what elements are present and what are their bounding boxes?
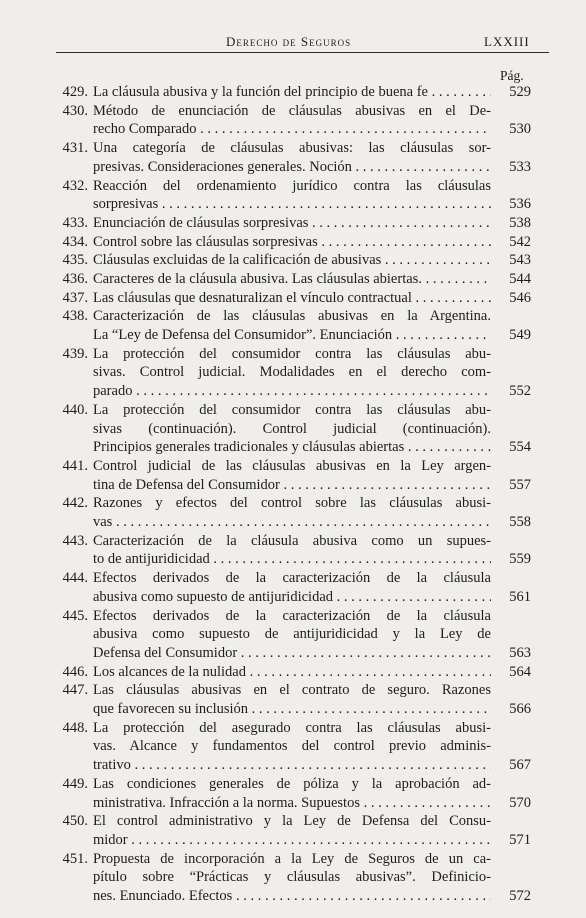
toc-entry-line: ministrativa. Infracción a la norma. Supuestos . . . xyxy=(93,795,491,812)
toc-entry-line: Una categoría de cláusulas abusivas: las cláusulas sor- xyxy=(93,140,491,157)
running-title: Derecho de Seguros xyxy=(226,34,352,49)
toc-entry xyxy=(0,776,586,813)
toc-entry-line: abusiva como supuesto de antijuridicidad y la Ley de xyxy=(93,626,491,643)
toc-entry-page: 561 xyxy=(509,588,531,605)
toc-entry-number: 447. xyxy=(62,682,88,699)
toc-entry-number: 444. xyxy=(62,570,88,587)
toc-entry-line: Las condiciones generales de póliza y la aprobación ad- xyxy=(93,775,491,792)
toc-entry-line: sorpresivas . . . xyxy=(93,196,491,213)
toc-entry-line: Caracteres de la cláusula abusiva. Las cláusulas abiertas. . . . xyxy=(93,271,491,288)
toc-entry xyxy=(0,84,586,103)
toc-entry xyxy=(0,215,586,234)
toc-entry xyxy=(0,608,586,664)
toc-entry-line: sivas (continuación). Control judicial (continuación). xyxy=(93,420,491,437)
toc-entry-number: 442. xyxy=(62,495,88,512)
toc-entry-line: presivas. Consideraciones generales. Noción . . . xyxy=(93,159,491,176)
toc-entry-page: 544 xyxy=(509,271,531,287)
toc-entry-page: 571 xyxy=(509,831,531,848)
toc-entry-line: trativo . . . xyxy=(93,757,491,774)
toc-entry-line: pítulo sobre “Prácticas y cláusulas abusivas”. Definicio- xyxy=(93,869,491,886)
toc-entry-number: 436. xyxy=(62,271,88,287)
toc-entry-number: 431. xyxy=(62,140,88,157)
toc-entry xyxy=(0,290,586,309)
toc-entry xyxy=(0,252,586,271)
toc-entry-page: 563 xyxy=(509,644,531,661)
toc-entry xyxy=(0,103,586,140)
toc-entry-line: Reacción del ordenamiento jurídico contra las cláusulas xyxy=(93,177,491,194)
toc-entry-number: 439. xyxy=(62,345,88,362)
toc-entry xyxy=(0,178,586,215)
page-folio: LXXIII xyxy=(484,34,530,49)
toc-entry xyxy=(0,682,586,719)
toc-entry-line: Defensa del Consumidor . . . xyxy=(93,645,491,662)
toc-entry-line: Efectos derivados de la caracterización de la cláusula xyxy=(93,570,491,587)
toc-entry-line: tina de Defensa del Consumidor . . . xyxy=(93,477,491,494)
toc-entry-line: parado . . . xyxy=(93,383,491,400)
toc-entry-line: que favorecen su inclusión . . . xyxy=(93,701,491,718)
toc-entry-line: Principios generales tradicionales y cláusulas abiertas . . . xyxy=(93,439,491,456)
toc-entry-number: 441. xyxy=(62,458,88,474)
toc-entry-page: 549 xyxy=(509,327,531,344)
toc-entry-line: La “Ley de Defensa del Consumidor”. Enunciación . . . xyxy=(93,327,491,344)
toc-entry-number: 432. xyxy=(62,177,88,194)
toc-entry-line: nes. Enunciado. Efectos . . . xyxy=(93,888,491,905)
toc-entry xyxy=(0,813,586,850)
toc-entry-page: 557 xyxy=(509,476,531,493)
toc-entry-line: Las cláusulas que desnaturalizan el vínculo contractual . . . xyxy=(93,290,491,307)
toc-entry-page: 533 xyxy=(509,158,531,175)
toc-entry-number: 430. xyxy=(62,102,88,119)
toc-entry-page: 572 xyxy=(509,888,531,905)
toc-entry-number: 451. xyxy=(62,850,88,867)
toc-entry xyxy=(0,308,586,345)
toc-entry-line: Efectos derivados de la caracterización de la cláusula xyxy=(93,607,491,624)
toc-entry-line: midor . . . xyxy=(93,832,491,849)
toc-entry xyxy=(0,458,586,495)
toc-entry-line: sivas. Control judicial. Modalidades en el derecho com- xyxy=(93,364,491,381)
header-rule xyxy=(56,52,549,53)
toc-entry-line: Método de enunciación de cláusulas abusivas en el De- xyxy=(93,102,491,119)
toc-entry xyxy=(0,851,586,907)
toc-entry-page: 536 xyxy=(509,196,531,213)
toc-entry-line: vas. Alcance y fundamentos del control previo adminis- xyxy=(93,738,491,755)
toc-entry-page: 552 xyxy=(509,383,531,400)
toc-entry-line: Control sobre las cláusulas sorpresivas . . . xyxy=(93,234,491,251)
toc-entry-number: 429. xyxy=(62,84,88,100)
toc-entry xyxy=(0,533,586,570)
toc-entry-line: recho Comparado . . . xyxy=(93,121,491,138)
toc-entry-line: Enunciación de cláusulas sorpresivas . . . xyxy=(93,215,491,232)
toc-entry-number: 434. xyxy=(62,233,88,250)
toc-entry-line: La protección del consumidor contra las cláusulas abu- xyxy=(93,345,491,362)
toc-entry-number: 440. xyxy=(62,401,88,418)
toc-entry-number: 448. xyxy=(62,719,88,736)
toc-entry-page: 564 xyxy=(509,663,531,680)
toc-entry-number: 445. xyxy=(62,607,88,624)
toc-entry-line: La protección del consumidor contra las cláusulas abu- xyxy=(93,401,491,418)
toc-entry-line: La cláusula abusiva y la función del principio de buena fe . . . xyxy=(93,84,491,101)
toc-entry-page: 566 xyxy=(509,701,531,718)
toc-entry-page: 558 xyxy=(509,514,531,531)
toc-entry-number: 438. xyxy=(62,308,88,325)
toc-entry-line: Caracterización de la cláusula abusiva como un supues- xyxy=(93,532,491,549)
toc-entry-page: 559 xyxy=(509,551,531,568)
toc-entry-page: 570 xyxy=(509,794,531,811)
toc-entry-number: 435. xyxy=(62,252,88,269)
running-header xyxy=(0,30,586,50)
toc-entry xyxy=(0,402,586,458)
toc-entry-page: 542 xyxy=(509,233,531,250)
toc-entry-number: 450. xyxy=(62,813,88,830)
toc-entry-line: Cláusulas excluidas de la calificación de abusivas . . . xyxy=(93,252,491,269)
toc-entry-number: 437. xyxy=(62,289,88,306)
toc-entry-page: 538 xyxy=(509,214,531,231)
toc-entry-number: 433. xyxy=(62,214,88,231)
toc-entry xyxy=(0,140,586,177)
toc-entry-line: Propuesta de incorporación a la Ley de Seguros de un ca- xyxy=(93,850,491,867)
toc-entry xyxy=(0,234,586,253)
toc-entry-line: Caracterización de las cláusulas abusivas en la Argentina. xyxy=(93,308,491,325)
toc-entry-number: 443. xyxy=(62,532,88,549)
toc-entry-number: 446. xyxy=(62,663,88,680)
toc-entry xyxy=(0,664,586,683)
toc-entry-line: Las cláusulas abusivas en el contrato de seguro. Razones xyxy=(93,682,491,699)
toc-entry xyxy=(0,346,586,402)
toc-entry-page: 529 xyxy=(509,84,531,100)
toc-entry-line: abusiva como supuesto de antijuridicidad . . . xyxy=(93,589,491,606)
toc-entry-line: to de antijuridicidad . . . xyxy=(93,551,491,568)
toc-entry xyxy=(0,570,586,607)
toc-entry-line: La protección del asegurado contra las cláusulas abusi- xyxy=(93,719,491,736)
toc-entry-page: 554 xyxy=(509,439,531,456)
toc-entry xyxy=(0,720,586,776)
toc-entry xyxy=(0,271,586,290)
page-column-label: Pág. xyxy=(500,68,524,83)
toc-entry-line: vas . . . xyxy=(93,514,491,531)
toc-entry-page: 546 xyxy=(509,289,531,306)
toc-entry-page: 530 xyxy=(509,121,531,138)
toc-entry-page: 543 xyxy=(509,252,531,269)
toc-entry-number: 449. xyxy=(62,775,88,792)
toc-entry-line: Control judicial de las cláusulas abusivas en la Ley argen- xyxy=(93,458,491,474)
toc-entry-line: Los alcances de la nulidad . . . xyxy=(93,664,491,681)
toc-entry-line: Razones y efectos del control sobre las cláusulas abusi- xyxy=(93,495,491,512)
toc-entry xyxy=(0,495,586,532)
toc-entry-line: El control administrativo y la Ley de Defensa del Consu- xyxy=(93,813,491,830)
toc-entry-page: 567 xyxy=(509,757,531,774)
